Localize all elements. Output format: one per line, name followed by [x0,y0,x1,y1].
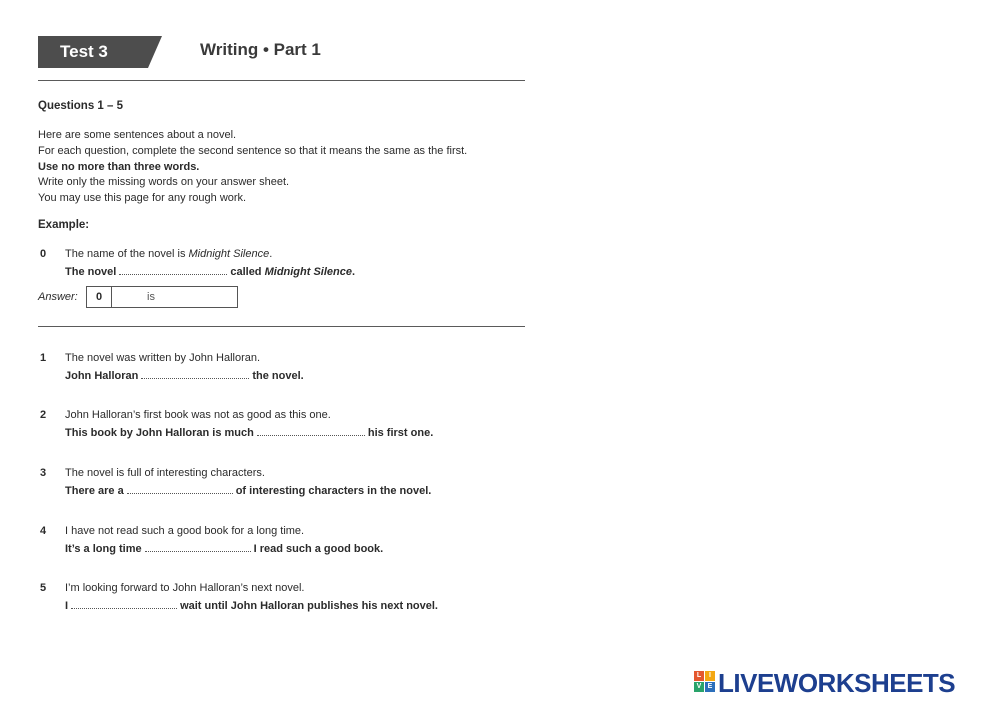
prompt-start: This book by John Halloran is much [65,427,254,439]
answer-label: Answer: [38,291,78,303]
question-number: 3 [40,467,47,479]
answer-number: 0 [87,287,112,307]
prompt-end: . [352,266,356,278]
answer-blank[interactable] [257,426,365,436]
prompt-start: It’s a long time [65,543,142,555]
question-number: 0 [40,248,47,260]
instruction-line: Use no more than three words. [38,160,200,173]
sentence-text: The name of the novel is [65,248,189,260]
answer-blank[interactable] [145,542,251,552]
header-divider [38,80,525,81]
question-prompt [65,424,433,442]
prompt-start: There are a [65,485,124,497]
instruction-line: For each question, complete the second sentence so that it means the same as the first. [38,144,468,157]
example-divider [38,326,525,327]
test-label: Test 3 [38,36,148,68]
question-number: 1 [40,352,47,364]
prompt-end: I read such a good book. [253,543,384,555]
question-number: 2 [40,409,47,421]
novel-title: Midnight Silence [188,248,270,260]
question-sentence: I have not read such a good book for a long time. [65,525,305,537]
novel-title: Midnight Silence [264,266,352,278]
prompt-end: wait until John Halloran publishes his next novel. [180,600,438,612]
logo-mark-letter: L [694,671,704,681]
question-number: 5 [40,582,47,594]
question-prompt [65,540,383,558]
sentence-text: . [269,248,273,260]
question-sentence: The novel is full of interesting characters. [65,467,265,479]
answer-blank[interactable] [127,484,233,494]
prompt-start: I [65,600,69,612]
question-prompt [65,263,355,281]
prompt-end: called [230,266,265,278]
instruction-line: You may use this page for any rough work. [38,192,247,205]
logo-mark-icon [694,671,716,693]
logo-mark-letter: E [705,682,715,692]
question-prompt [65,482,431,500]
logo-mark-letter: I [705,671,715,681]
answer-blank [119,265,227,275]
answer-blank[interactable] [71,599,177,609]
example-heading: Example: [38,219,90,231]
instruction-line: Write only the missing words on your answer sheet. [38,176,290,189]
section-title: Writing • Part 1 [200,40,321,59]
prompt-end: the novel. [252,370,304,382]
prompt-start: The novel [65,266,117,278]
answer-blank[interactable] [141,369,249,379]
page-header [38,36,518,68]
test-label-tail [148,36,162,68]
question-number: 4 [40,525,47,537]
prompt-start: John Halloran [65,370,139,382]
question-sentence: The novel was written by John Halloran. [65,352,261,364]
answer-box [86,286,238,308]
question-prompt [65,367,304,385]
answer-value: is [147,291,155,303]
instructions [38,128,467,207]
question-prompt [65,597,438,615]
instruction-line: Here are some sentences about a novel. [38,129,237,141]
logo-text: LIVEWORKSHEETS [718,668,956,698]
questions-heading: Questions 1 – 5 [38,100,124,112]
prompt-end: his first one. [367,427,434,439]
question-sentence [65,245,272,263]
logo-mark-letter: V [694,682,704,692]
liveworksheets-logo [694,668,990,698]
prompt-end: of interesting characters in the novel. [235,485,432,497]
question-sentence: John Halloran’s first book was not as good as this one. [65,409,331,421]
question-sentence: I’m looking forward to John Halloran’s next novel. [65,582,305,594]
